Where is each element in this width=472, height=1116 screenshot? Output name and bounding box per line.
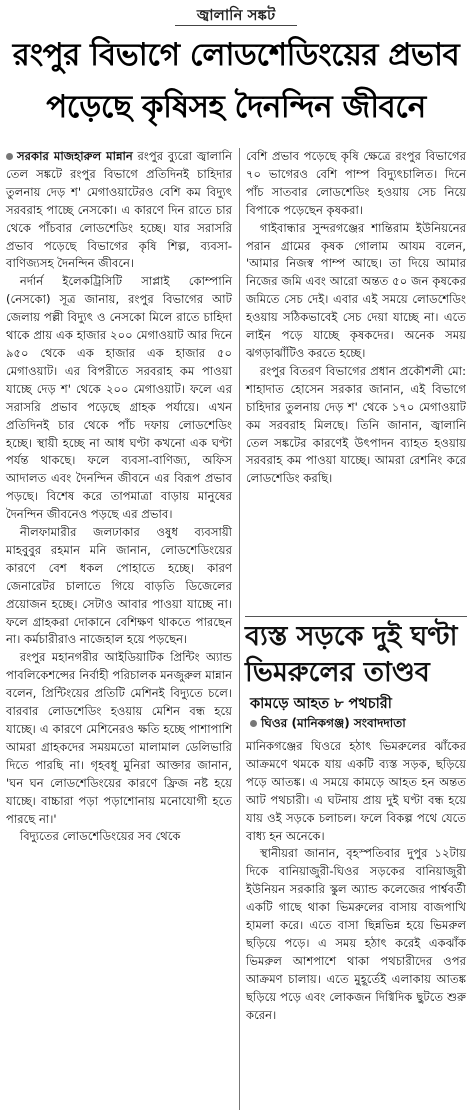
byline-bullet-icon: [6, 153, 13, 160]
article-paragraph: [6, 148, 232, 273]
second-story-byline: ঘিওর (মানিকগঞ্জ) সংবাদদাতা: [261, 716, 406, 730]
story-divider: [245, 616, 467, 617]
article-paragraph: নর্দার্ন ইলেকট্রিসিটি সাপ্লাই কোম্পানি (নেসকো) সূত্র জানায়, রংপুর বিভাগের আট জেলায় পল্লী বিদ্যুৎ ও নেসকো মিলে রাতে চাহিদা থাকে প্রায় এক হাজার ২০০ মেগাওয়াট আর দিনে ৯৫০ থেকে এক হাজার এক হাজার ৫০ মেগাওয়াট। এর বিপরীতে সরবরাহ কম পাওয়া যাচ্ছে দেড় শ' থেকে ২০০ মেগাওয়াট। ফলে এর সরাসরি প্রভাব পড়েছে গ্রাহক পর্যায়ে। এখন প্রতিদিনই চার থেকে পাঁচ দফায় লোডশেডিং হচ্ছে। স্থায়ী হচ্ছে না আধ ঘণ্টা কখনো এক ঘণ্টা পর্যন্ত থাকছে। ফলে ব্যবসা-বাণিজ্য, অফিস আদালত এবং দৈনন্দিন জীবনে এর বিরূপ প্রভাব পড়ছে। বিশেষ করে তাপমাত্রা বাড়ায় মানুষের দৈনন্দিন জীবনেও পড়ছে এর প্রভাব।: [6, 274, 232, 522]
article-paragraph: গাইবান্ধার সুন্দরগঞ্জের শান্তিরাম ইউনিয়নের পরান গ্রামের কৃষক গোলাম আযম বলেন, 'আমার নিজস্ব পাম্প আছে। তা দিয়ে আমার নিজের জমি এবং আরো অন্তত ৫০ জন কৃষকের জমিতে সেচ দেই। এবার এই সময়ে লোডশেডিং হওয়ায় সঠিকভাবেই সেচ দেয়া যাচ্ছে না। এতে লাইন পড়ে যাচ্ছে কৃষকদের। অনেক সময় ঝগড়াঝাঁটিও করতে হচ্ছে।: [246, 220, 466, 360]
headline-line-1: রংপুর বিভাগে লোডশেডিংয়ের প্রভাব: [12, 37, 460, 73]
article-right-column: [246, 148, 466, 488]
byline-bullet-icon: [250, 720, 257, 727]
article-paragraph: রংপুর মহানগরীর আইডিয়াটিক প্রিন্টিং অ্যান্ড পাবলিকেশন্সের নির্বাহী পরিচালক মনজুরুল মান্নান বলেন, প্রিন্টিংয়ের প্রতিটি মেশিনই বিদ্যুতে চলে। বারবার লোডশেডিং হওয়ায় মেশিন বন্ধ হয়ে যাচ্ছে। এ কারণে মেশিনেরও ক্ষতি হচ্ছে পাশাপাশি আমরা গ্রাহকদের সময়মতো মালামাল ডেলিভারি দিতে পারছি না। গৃহবধূ মুনিরা আক্তার জানান, 'ঘন ঘন লোডশেডিংয়ের কারণে ফ্রিজ নষ্ট হয়ে যাচ্ছে। বাচ্চারা পড়া পড়াশোনায় মনোযোগী হতে পারছে না।': [6, 650, 232, 826]
second-story-byline-row: [250, 714, 462, 732]
second-story-body: [246, 738, 466, 1025]
article-paragraph-text: রংপুর ব্যুরো জ্বালানি তেল সঙ্কটে রংপুর বিভাগে প্রতিদিনই চাহিদার তুলনায় দেড় শ' মেগাওয়াটেরও বেশি কম বিদ্যুৎ সরবরাহ পাচ্ছে নেসকো। এ কারণে দিন রাতে চার থেকে পাঁচবার লোডশেডিং হচ্ছে। যার সরাসরি প্রভাব পড়েছে বিভাগের কৃষি শিল্প, ব্যবসা-বাণিজ্যসহ দৈনন্দিন জীবনে।: [6, 149, 232, 271]
article-byline: সরকার মাজহারুল মান্নান: [17, 149, 133, 163]
article-paragraph: রংপুর বিতরণ বিভাগের প্রধান প্রকৌশলী মো: শাহাদাত হোসেন সরকার জানান, এই বিভাগে চাহিদার তুলনায় দেড় শ' থেকে ১৭০ মেগাওয়াট কম সরবরাহ মিলছে। তিনি জানান, জ্বালানি তেল সঙ্কটের কারণেই উৎপাদন ব্যাহত হওয়ায় সরবরাহ কম পাওয়া যাচ্ছে। আমরা রেশনিং করে লোডশেডিং করছি।: [246, 363, 466, 486]
headline-line-2: পড়েছে কৃষিসহ দৈনন্দিন জীবনে: [46, 89, 426, 125]
second-headline-line-1: ব্যস্ত সড়কে দুই ঘণ্টা: [245, 621, 458, 652]
article-paragraph: বেশি প্রভাব পড়েছে কৃষি ক্ষেত্রে রংপুর বিভাগের ৭০ ভাগেরও বেশি পাম্প বিদ্যুৎচালিত। দিনে পাঁচ সাতবার লোডশেডিং হওয়ায় সেচ নিয়ে বিপাকে পড়েছেন কৃষকরা।: [246, 149, 466, 217]
article-paragraph: নীলফামারীর জলঢাকার ওষুধ ব্যবসায়ী মাহবুবুর রহমান মনি জানান, লোডশেডিংয়ের কারণে বেশ ধকল পোহাতে হচ্ছে। কারণ জেনারেটর চালাতে গিয়ে বাড়তি ডিজেলের প্রয়োজন হচ্ছে। সেটাও আবার পাওয়া যাচ্ছে না। ফলে গ্রাহকরা দোকানে বেশিক্ষণ থাকতে পারছেন না। কর্মচারীরাও নাজেহাল হয়ে পড়ছেন।: [6, 525, 232, 647]
second-story-kicker: কামড়ে আহত ৮ পথচারী: [250, 696, 392, 712]
kicker-underline: [175, 25, 297, 26]
article-left-column: [6, 148, 232, 846]
story-paragraph: স্থানীয়রা জানান, বৃহস্পতিবার দুপুর ১২টায় দিকে বানিয়াজুরী-ঘিওর সড়কের বানিয়াজুরী ইউনিয়ন সরকারি স্কুল অ্যান্ড কলেজের পার্শ্ববর্তী একটি গাছে থাকা ভিমরুলের বাসায় বাজপাখি হামলা করে। এতে বাসা ছিন্নভিন্ন হয়ে ভিমরুল ছড়িয়ে পড়ে। এ সময় হঠাৎ করেই একঝাঁক ভিমরুল আশপাশে থাকা পথচারীদের ওপর আক্রমণ চালায়। এতে মুহূর্তেই এলাকায় আতঙ্ক ছড়িয়ে পড়ে এবং লোকজন দিগ্বিদিক ছুটতে শুরু করেন।: [246, 846, 466, 1022]
second-headline-line-2: ভিমরুলের তাণ্ডব: [245, 657, 430, 688]
column-divider: [239, 148, 240, 1110]
story-paragraph: মানিকগঞ্জের ঘিওরে হঠাৎ ভিমরুলের ঝাঁকের আক্রমণে থমকে যায় একটি ব্যস্ত সড়ক, ছড়িয়ে পড়ে আতঙ্ক। এ সময়ে কামড়ে আহত হন অন্তত আট পথচারী। এ ঘটনায় প্রায় দুই ঘণ্টা বন্ধ হয়ে যায় ওই সড়কে চলাচল। ফলে বিকল্প পথে যেতে বাধ্য হন অনেকে।: [246, 739, 466, 843]
article-paragraph: বিদ্যুতের লোডশেডিংয়ের সব থেকে: [19, 829, 181, 844]
headline-kicker: জ্বালানি সঙ্কট: [196, 6, 276, 24]
